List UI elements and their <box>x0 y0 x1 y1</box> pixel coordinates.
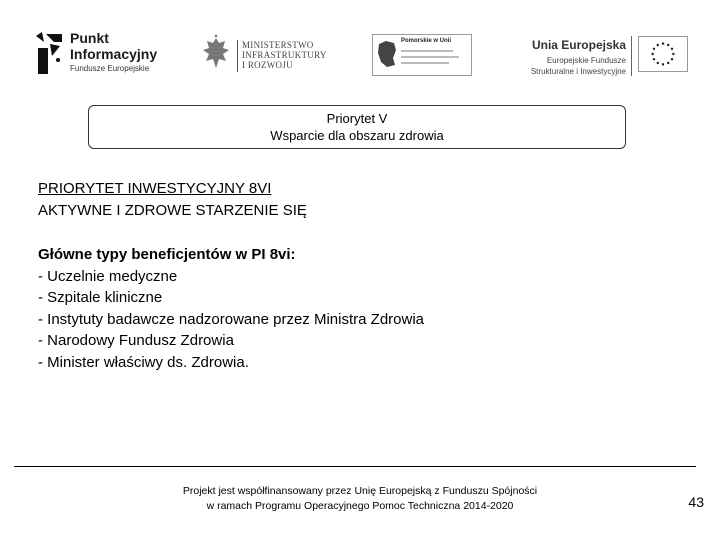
list-item: - Instytuty badawcze nadzorowane przez Ministra Zdrowia <box>38 310 425 328</box>
eu-flag-star <box>671 48 673 50</box>
priority-title: Priorytet V <box>326 111 388 126</box>
priority-subtitle: Wsparcie dla obszaru zdrowia <box>270 128 444 143</box>
ue-subtitle <box>531 55 626 77</box>
eu-flag-star <box>667 62 669 64</box>
ministerstwo-divider <box>237 40 238 72</box>
eu-flag-star <box>662 63 664 65</box>
pomorskie-text-line <box>401 50 453 52</box>
punkt-title-line1: Punkt <box>70 30 109 46</box>
pomorskie-title: Pomorskie w Unii <box>401 38 452 44</box>
punkt-informacyjny-logo <box>34 26 184 82</box>
ministerstwo-line2: INFRASTRUKTURY <box>242 50 327 60</box>
ministerstwo-line3: I ROZWOJU <box>242 60 293 70</box>
ue-subtitle-line2: Strukturalne i Inwestycyjne <box>530 67 626 76</box>
logo-bar <box>0 0 720 100</box>
investment-priority-heading: PRIORYTET INWESTYCYJNY 8VI <box>38 180 272 197</box>
punkt-title-line2: Informacyjny <box>70 46 158 62</box>
list-item: - Uczelnie medyczne <box>38 267 178 285</box>
ministerstwo-name <box>242 40 327 70</box>
punkt-informacyjny-mark-icon <box>34 30 64 76</box>
ministerstwo-line1: MINISTERSTWO <box>242 40 314 50</box>
investment-priority-block <box>38 178 307 221</box>
footer-divider <box>14 466 696 467</box>
footer-note <box>100 484 620 514</box>
footer-line1: Projekt jest współfinansowany przez Unię Europejską z Funduszu Spójności <box>182 485 538 497</box>
punkt-subtitle: Fundusze Europejskie <box>70 64 150 73</box>
eu-flag-star <box>667 44 669 46</box>
pomorskie-text-line <box>401 56 459 58</box>
pomorskie-region-map-icon <box>376 38 398 70</box>
ue-divider <box>631 36 632 76</box>
beneficiaries-heading: Główne typy beneficjentów w PI 8vi: <box>38 246 296 263</box>
eu-flag-star <box>657 44 659 46</box>
list-item: - Minister właściwy ds. Zdrowia. <box>38 353 249 371</box>
priority-banner <box>88 105 626 149</box>
ue-subtitle-line1: Europejskie Fundusze <box>546 56 626 65</box>
list-item: - Szpitale kliniczne <box>38 289 163 306</box>
page-number: 43 <box>688 494 704 510</box>
eagle-emblem-icon <box>200 34 232 74</box>
eu-flag-star <box>657 62 659 64</box>
eu-flag-star <box>651 53 653 55</box>
ministerstwo-logo <box>200 26 340 82</box>
eu-flag-star <box>671 58 673 60</box>
list-item: - Narodowy Fundusz Zdrowia <box>38 332 234 349</box>
eu-flag-star <box>672 53 674 55</box>
eu-flag-star <box>653 48 655 50</box>
pomorskie-logo <box>372 26 472 82</box>
eu-flag-icon <box>638 36 688 72</box>
ue-title: Unia Europejska <box>531 38 626 52</box>
investment-priority-name: AKTYWNE I ZDROWE STARZENIE SIĘ <box>38 201 307 219</box>
footer-line2: w ramach Programu Operacyjnego Pomoc Techniczna 2014-2020 <box>206 500 514 512</box>
unia-europejska-logo <box>520 26 690 82</box>
beneficiaries-block <box>38 244 424 373</box>
eu-flag-star <box>653 58 655 60</box>
eu-flag-star <box>662 42 664 44</box>
pomorskie-text-line <box>401 62 449 64</box>
